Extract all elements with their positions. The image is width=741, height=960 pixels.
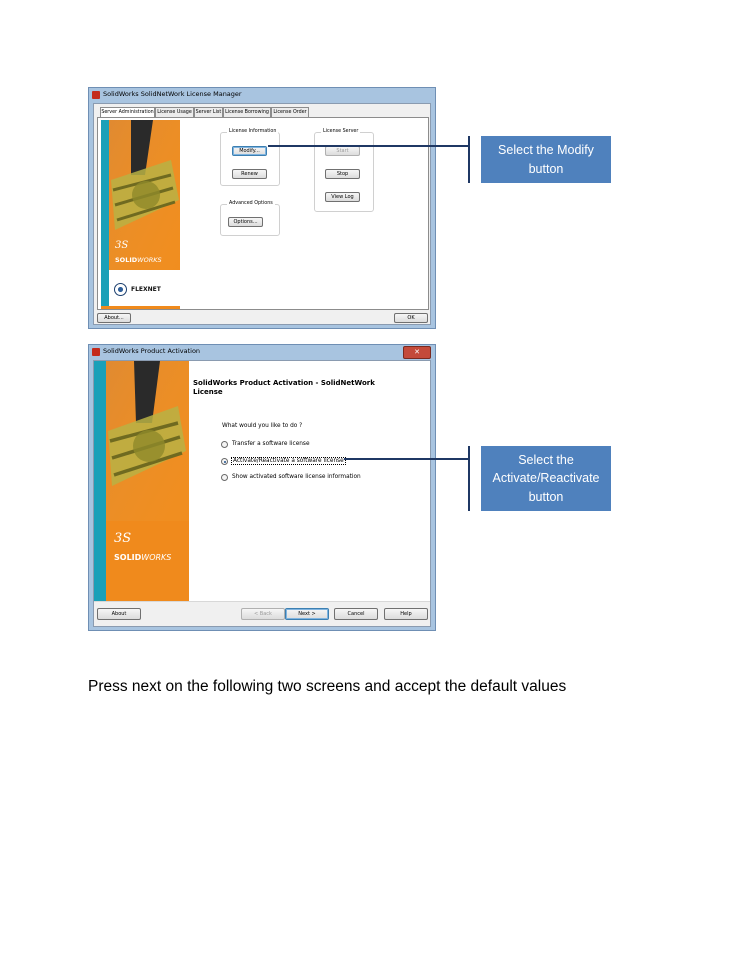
solidworks-app-icon: [92, 348, 100, 356]
callout-connector-bar: [468, 136, 470, 183]
show-license-info-label: Show activated software license information: [232, 474, 361, 480]
tab-server-list[interactable]: Server List: [194, 107, 223, 117]
activation-heading: SolidWorks Product Activation - SolidNetWork License: [193, 379, 375, 396]
back-button[interactable]: < Back: [241, 608, 285, 620]
brand-banner: [94, 361, 189, 601]
solidworks-app-icon: [92, 91, 100, 99]
callout-connector-line: [344, 458, 469, 460]
window-title: SolidWorks SolidNetWork License Manager: [103, 90, 242, 98]
activate-callout: [481, 446, 611, 511]
start-button[interactable]: Start: [325, 146, 360, 156]
next-button[interactable]: Next >: [285, 608, 329, 620]
logo-works-text: WORKS: [137, 256, 162, 264]
window-title: SolidWorks Product Activation: [103, 347, 201, 355]
window-client: [93, 360, 431, 627]
brand-artwork: [94, 361, 189, 601]
logo-solid-text: SOLID: [115, 256, 138, 264]
about-button[interactable]: About: [97, 608, 141, 620]
about-button[interactable]: About...: [97, 313, 131, 323]
ds-logo: 3S: [115, 240, 129, 251]
options-button[interactable]: Options...: [228, 217, 263, 227]
license-manager-window: [88, 87, 436, 329]
modify-button[interactable]: Modify...: [232, 146, 267, 156]
question-text: What would you like to do ?: [222, 423, 303, 429]
activate-callout-text: Select the Activate/Reactivate button: [492, 452, 600, 504]
tab-license-usage[interactable]: License Usage: [155, 107, 194, 117]
product-activation-window: [88, 344, 436, 631]
cancel-button[interactable]: Cancel: [334, 608, 378, 620]
callout-connector-line: [268, 145, 469, 147]
view-log-button[interactable]: View Log: [325, 192, 360, 202]
ds-logo: 3S: [114, 531, 132, 546]
tab-server-administration[interactable]: Server Administration: [100, 107, 155, 118]
tab-license-borrowing[interactable]: License Borrowing: [223, 107, 271, 117]
transfer-license-radio[interactable]: [221, 441, 228, 448]
close-button[interactable]: ✕: [403, 346, 431, 359]
logo-solid-text: SOLID: [114, 553, 142, 562]
flexnet-text: FLEXNET: [131, 286, 161, 293]
advanced-options-label: Advanced Options: [229, 201, 273, 206]
tab-license-order[interactable]: License Order: [271, 107, 309, 117]
window-client: [93, 103, 431, 325]
stop-button[interactable]: Stop: [325, 169, 360, 179]
instruction-caption: Press next on the following two screens and accept the default values: [88, 678, 567, 695]
solidworks-logo: [114, 553, 171, 562]
solidworks-logo: [115, 256, 162, 264]
modify-callout: [481, 136, 611, 183]
flexnet-icon: [114, 283, 127, 296]
license-information-label: License Information: [229, 129, 277, 134]
title-bar: [89, 345, 435, 359]
transfer-license-label: Transfer a software license: [232, 441, 310, 447]
logo-works-text: WORKS: [141, 553, 172, 562]
callout-connector-bar: [468, 446, 470, 511]
license-server-label: License Server: [323, 129, 359, 134]
activate-license-radio[interactable]: [221, 458, 228, 465]
show-license-info-radio[interactable]: [221, 474, 228, 481]
activate-license-label: Activate/Reactivate a software license: [233, 458, 344, 464]
flexnet-logo: [111, 280, 175, 300]
help-button[interactable]: Help: [384, 608, 428, 620]
ok-button[interactable]: OK: [394, 313, 428, 323]
renew-button[interactable]: Renew: [232, 169, 267, 179]
title-bar: [89, 88, 435, 102]
brand-banner: [101, 120, 180, 309]
modify-callout-text: Select the Modify button: [498, 143, 594, 176]
